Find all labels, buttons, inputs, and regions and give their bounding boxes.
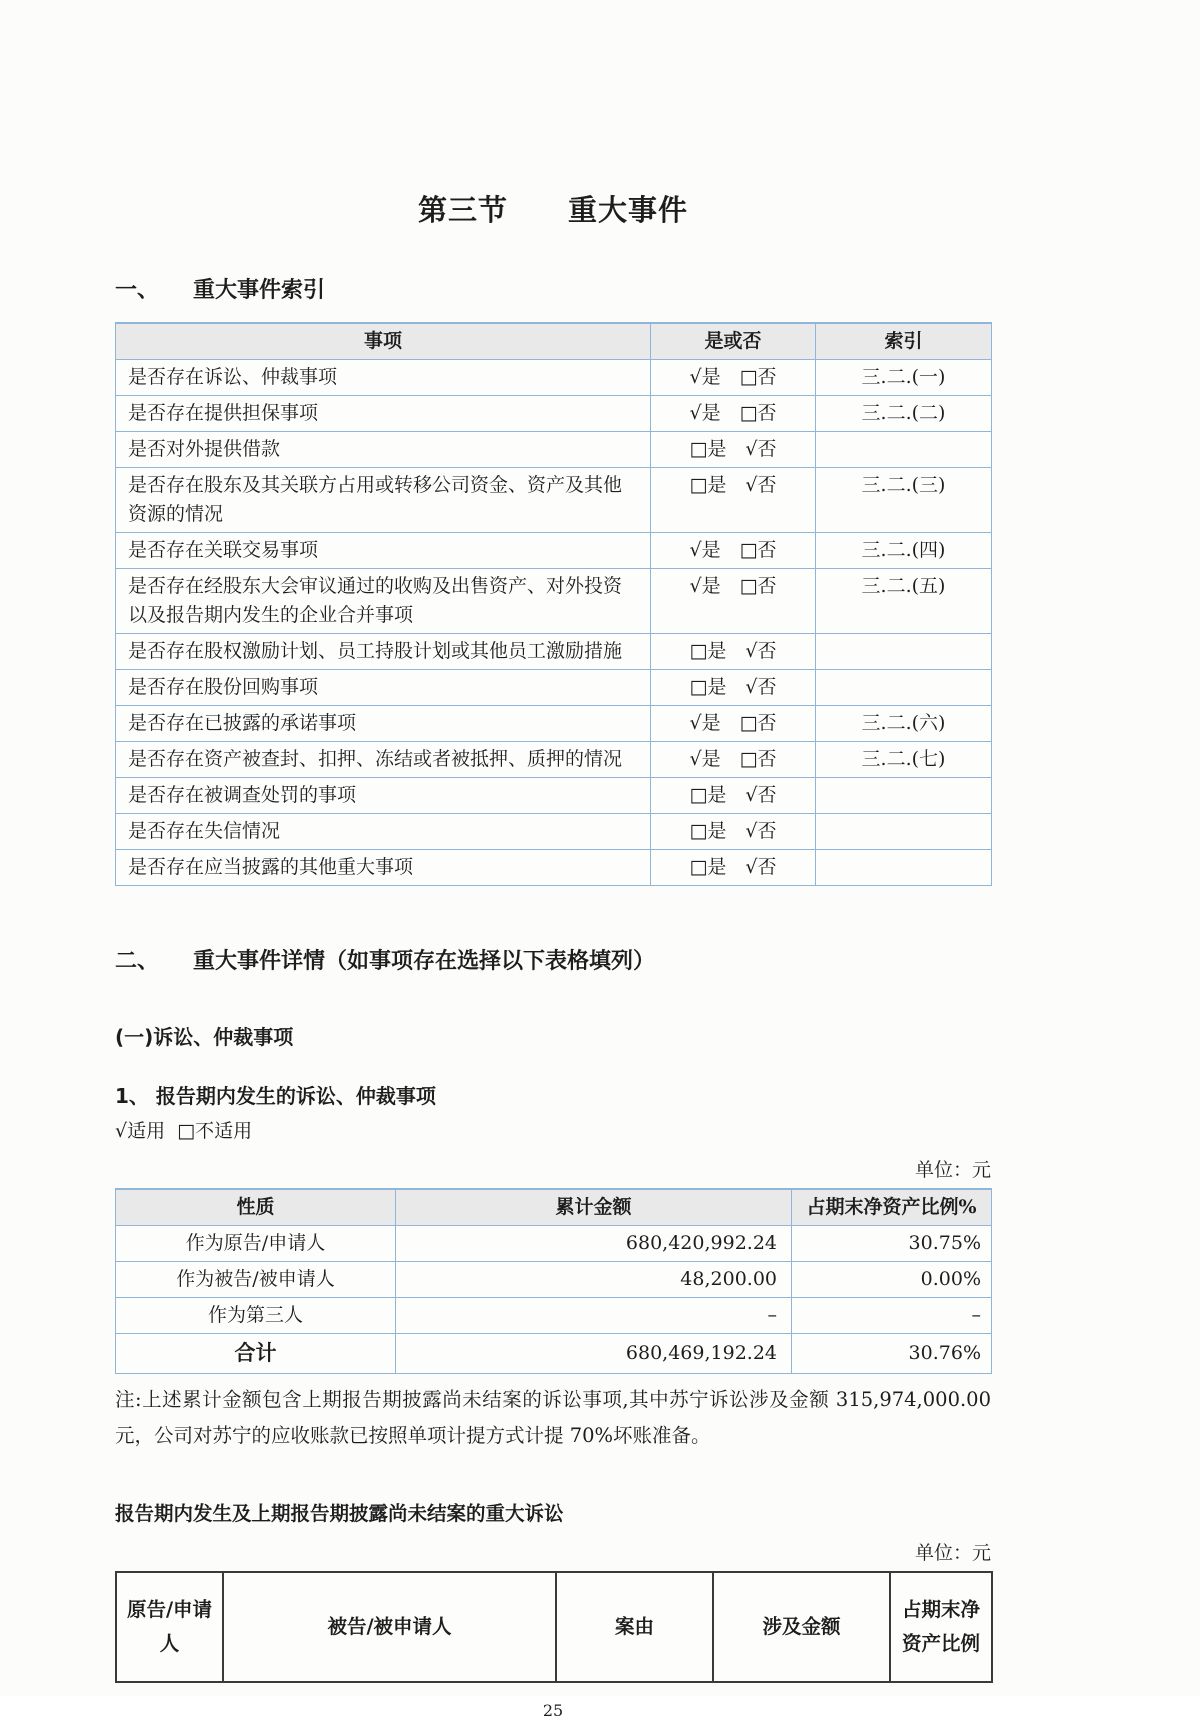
event-item-label: 是否对外提供借款 [116,432,651,468]
ratio-value: 30.75% [792,1226,992,1262]
index-ref [816,778,992,814]
col-header-item: 事项 [116,323,651,360]
litigation-subsection-heading: (一)诉讼、仲裁事项 [115,1025,294,1049]
amount-table-row [116,1226,992,1262]
index-table-row [116,360,992,396]
index-table-row [116,706,992,742]
section-two-number: 二、 [115,949,160,974]
index-ref [816,814,992,850]
yes-no-answer: □是 √否 [651,778,816,814]
index-ref: 三.二.(三) [816,468,992,533]
section-two-title: 重大事件详情（如事项存在选择以下表格填列） [193,949,656,974]
amount-table-row [116,1262,992,1298]
col-header-net-asset-ratio: 占期末净资产比例 [890,1572,992,1682]
index-table-header-row [116,323,992,360]
major-lawsuit-header-row [116,1572,992,1682]
nature-label: 作为被告/被申请人 [116,1262,396,1298]
amount-table-row [116,1298,992,1334]
nature-label: 作为第三人 [116,1298,396,1334]
event-item-label: 是否存在已披露的承诺事项 [116,706,651,742]
yes-no-answer: □是 √否 [651,850,816,886]
index-ref: 三.二.(二) [816,396,992,432]
col-header-index: 索引 [816,323,992,360]
event-item-label: 是否存在应当披露的其他重大事项 [116,850,651,886]
yes-no-answer: √是 □否 [651,742,816,778]
yes-no-answer: √是 □否 [651,360,816,396]
col-header-ratio: 占期末净资产比例% [792,1189,992,1226]
index-ref: 三.二.(六) [816,706,992,742]
col-header-amount-involved: 涉及金额 [713,1572,890,1682]
section-one-number: 一、 [115,278,160,303]
yes-no-answer: √是 □否 [651,533,816,569]
event-item-label: 是否存在提供担保事项 [116,396,651,432]
index-ref: 三.二.(五) [816,569,992,634]
index-table-row [116,850,992,886]
total-amount-value: 680,469,192.24 [396,1334,792,1374]
col-header-nature: 性质 [116,1189,396,1226]
nature-label: 作为原告/申请人 [116,1226,396,1262]
amount-table-total-row [116,1334,992,1374]
index-ref [816,432,992,468]
index-ref: 三.二.(一) [816,360,992,396]
section-one-heading [115,273,991,304]
event-item-label: 是否存在诉讼、仲裁事项 [116,360,651,396]
col-header-yesno: 是或否 [651,323,816,360]
amount-value: 48,200.00 [396,1262,792,1298]
yes-no-answer: □是 √否 [651,468,816,533]
index-table-row [116,396,992,432]
ratio-value: 0.00% [792,1262,992,1298]
index-table-row [116,533,992,569]
index-ref [816,670,992,706]
page-content [115,0,991,1720]
amount-value: – [396,1298,792,1334]
col-header-amount: 累计金额 [396,1189,792,1226]
litigation-amount-table [115,1188,992,1374]
yes-no-answer: □是 √否 [651,670,816,706]
litigation-item-heading: 1、 报告期内发生的诉讼、仲裁事项 [115,1084,436,1108]
unit-label: 单位：元 [914,1159,991,1181]
yes-no-answer: □是 √否 [651,634,816,670]
yes-no-answer: □是 √否 [651,432,816,468]
index-table-row [116,814,992,850]
event-item-label: 是否存在被调查处罚的事项 [116,778,651,814]
index-table-row [116,432,992,468]
col-header-cause: 案由 [556,1572,713,1682]
section-two-heading [115,944,991,975]
page-title: 第三节 重大事件 [417,193,688,227]
yes-no-answer: √是 □否 [651,396,816,432]
section-one-title: 重大事件索引 [193,278,326,303]
yes-no-answer: √是 □否 [651,706,816,742]
index-table-row [116,634,992,670]
index-table-row [116,670,992,706]
total-label: 合计 [116,1334,396,1374]
page-number: 25 [542,1701,564,1720]
event-item-label: 是否存在失信情况 [116,814,651,850]
total-ratio-value: 30.76% [792,1334,992,1374]
index-table-row [116,742,992,778]
event-item-label: 是否存在经股东大会审议通过的收购及出售资产、对外投资以及报告期内发生的企业合并事项 [116,569,651,634]
event-item-label: 是否存在股东及其关联方占用或转移公司资金、资产及其他资源的情况 [116,468,651,533]
major-events-index-table [115,322,992,886]
index-ref: 三.二.(七) [816,742,992,778]
yes-no-answer: √是 □否 [651,569,816,634]
event-item-label: 是否存在股权激励计划、员工持股计划或其他员工激励措施 [116,634,651,670]
yes-no-answer: □是 √否 [651,814,816,850]
col-header-defendant: 被告/被申请人 [223,1572,556,1682]
major-lawsuit-table [115,1571,993,1683]
ratio-value: – [792,1298,992,1334]
pending-lawsuit-heading: 报告期内发生及上期报告期披露尚未结案的重大诉讼 [115,1502,564,1525]
applicability-note: √适用 □不适用 [115,1120,253,1142]
event-item-label: 是否存在股份回购事项 [116,670,651,706]
litigation-note: 注:上述累计金额包含上期报告期披露尚未结案的诉讼事项,其中苏宁诉讼涉及金额 315,974,000.00 元，公司对苏宁的应收账款已按照单项计提方式计提 70%坏账准备。 [115,1388,991,1447]
amount-value: 680,420,992.24 [396,1226,792,1262]
index-table-row [116,468,992,533]
index-ref [816,634,992,670]
index-table-row [116,778,992,814]
index-ref [816,850,992,886]
col-header-plaintiff: 原告/申请人 [116,1572,223,1682]
event-item-label: 是否存在关联交易事项 [116,533,651,569]
index-ref: 三.二.(四) [816,533,992,569]
unit-label-2: 单位：元 [914,1542,991,1564]
amount-table-header-row [116,1189,992,1226]
index-table-row [116,569,992,634]
event-item-label: 是否存在资产被查封、扣押、冻结或者被抵押、质押的情况 [116,742,651,778]
